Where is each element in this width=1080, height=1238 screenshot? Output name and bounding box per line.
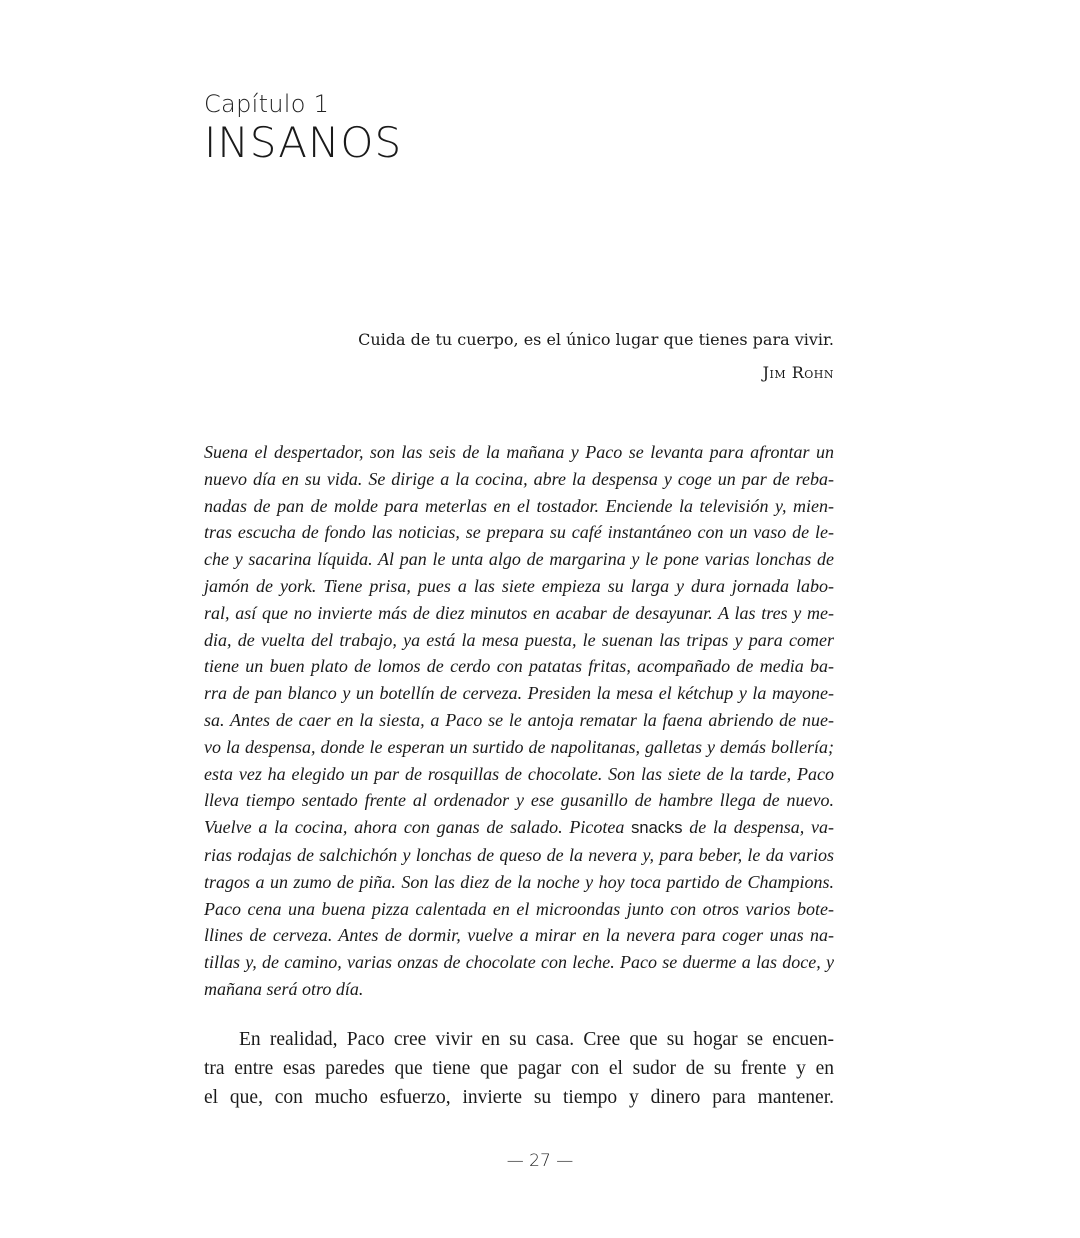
page-number: — 27 — (506, 1151, 574, 1171)
italic-narrative-paragraph (204, 439, 834, 1003)
text-line: nadas de pan de molde para meterlas en el tostador. Enciende la televisión y, mien- (204, 495, 834, 516)
chapter-label: Capítulo 1 (204, 90, 330, 118)
emphasized-word: snacks (631, 819, 683, 838)
text-line: tras escucha de fondo las noticias, se prepara su café instantáneo con un vaso de le- (204, 522, 834, 543)
text-line: Paco cena una buena pizza calentada en el microondas junto con otros varios bote- (204, 898, 834, 919)
text-line: Suena el despertador, son las seis de la mañana y Paco se levanta para afrontar un (204, 442, 834, 462)
text-line: tragos a un zumo de piña. Son las diez de la noche y hoy toca partido de Champions. (204, 871, 834, 892)
text-line: ral, así que no invierte más de diez minutos en acabar de desayunar. A las tres y me- (204, 602, 834, 623)
text-line: tiene un buen plato de lomos de cerdo con patatas fritas, acompañado de media ba- (204, 656, 834, 677)
text-line: vo la despensa, donde le esperan un surtido de napolitanas, galletas y demás bollería; (204, 736, 834, 757)
text-line: lleva tiempo sentado frente al ordenador y ese gusanillo de hambre llega de nuevo. (204, 790, 834, 811)
epigraph (204, 329, 834, 382)
text-line (204, 814, 834, 842)
text-line: sa. Antes de caer en la siesta, a Paco se le antoja rematar la faena abriendo de nue- (204, 709, 834, 730)
text-line: dia, de vuelta del trabajo, ya está la mesa puesta, le suenan las tripas y para comer (204, 629, 834, 650)
text-line: che y sacarina líquida. Al pan le unta algo de margarina y le pone varias lonchas de (204, 549, 834, 570)
epigraph-author: Jim Rohn (762, 363, 834, 382)
text-line: rias rodajas de salchichón y lonchas de queso de la nevera y, para beber, le da varios (204, 844, 834, 865)
text-line: tra entre esas paredes que tiene que pagar con el sudor de su frente y en (204, 1058, 834, 1079)
text-line: nuevo día en su vida. Se dirige a la cocina, abre la despensa y coge un par de reba- (204, 468, 834, 489)
epigraph-quote: Cuida de tu cuerpo, es el único lugar que tienes para vivir. (358, 330, 834, 349)
body-paragraph (204, 1025, 834, 1112)
text-line: En realidad, Paco cree vivir en su casa. Cree que su hogar se encuen- (239, 1029, 834, 1050)
text-line: el que, con mucho esfuerzo, invierte su tiempo y dinero para mantener. (204, 1087, 834, 1108)
text-line: jamón de york. Tiene prisa, pues a las siete empieza su larga y dura jornada labo- (204, 575, 834, 596)
text-line: mañana será otro día. (204, 978, 364, 999)
text-line: rra de pan blanco y un botellín de cerveza. Presiden la mesa el kétchup y la mayone- (204, 683, 834, 704)
text-line: llines de cerveza. Antes de dormir, vuelve a mirar en la nevera para coger unas na- (204, 925, 834, 946)
chapter-title: INSANOS (204, 118, 403, 167)
text-fragment: de la despensa, va- (682, 817, 835, 838)
text-line: esta vez ha elegido un par de rosquillas de chocolate. Son las siete de la tarde, Paco (204, 763, 834, 784)
text-line: tillas y, de camino, varias onzas de chocolate con leche. Paco se duerme a las doce, y (204, 952, 834, 973)
text-fragment: Vuelve a la cocina, ahora con ganas de salado. Picotea (204, 817, 632, 838)
